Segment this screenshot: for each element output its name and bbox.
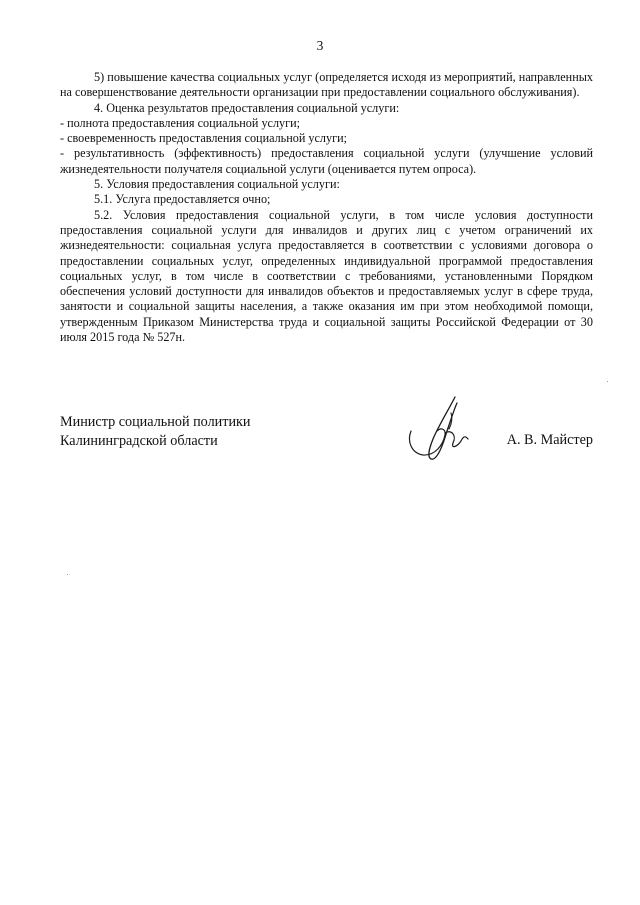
signer-name: А. В. Майстер bbox=[506, 432, 593, 448]
paragraph-in-person-service: 5.1. Услуга предоставляется очно; bbox=[94, 192, 271, 207]
scan-speck bbox=[607, 381, 608, 382]
paragraph-timeliness: - своевременность предоставления социальной услуги; bbox=[60, 131, 348, 146]
paragraph-accessibility-conditions: 5.2. Условия предоставления социальной услуги, в том числе условия доступности предоставления социальной услуги для инвалидов и других лиц с учетом ограничений их жизнедеятельности: социальная услуга предоставляется в соответствии с условиями договора о предоставлении социальных услуг, определенных индивидуальной программой предоставления социальных услуг, в том числе в соответствии с требованиями, установленными Порядком обеспечения условий доступности для инвалидов объектов и предоставляемых услуг в сфере труда, занятости и социальной защиты населения, а также оказания им при этом необходимой помощи, утвержденным Приказом Министерства труда и социальной защиты Российской Федерации от 30 июля 2015 года № 527н. bbox=[60, 207, 593, 345]
signer-position-line-2: Калининградской области bbox=[60, 432, 218, 449]
page-number: 3 bbox=[316, 38, 324, 53]
handwritten-signature bbox=[405, 395, 483, 467]
paragraph-completeness: - полнота предоставления социальной услуги; bbox=[60, 115, 301, 130]
paragraph-evaluation-heading: 4. Оценка результатов предоставления социальной услуги: bbox=[94, 100, 400, 115]
paragraph-quality-improvement: 5) повышение качества социальных услуг (определяется исходя из мероприятий, направленных на совершенствование деятельности организации при предоставлении социального обслуживания). bbox=[60, 70, 593, 100]
document-body bbox=[60, 70, 593, 345]
paragraph-conditions-heading: 5. Условия предоставления социальной услуги: bbox=[94, 177, 340, 192]
signer-position bbox=[60, 413, 251, 450]
paragraph-effectiveness: - результативность (эффективность) предоставления социальной услуги (улучшение условий жизнедеятельности получателя социальной услуги (оценивается путем опроса). bbox=[60, 146, 593, 176]
signature-block bbox=[60, 413, 593, 473]
scan-speck bbox=[67, 574, 68, 575]
signer-position-line-1: Министр социальной политики bbox=[60, 414, 251, 430]
